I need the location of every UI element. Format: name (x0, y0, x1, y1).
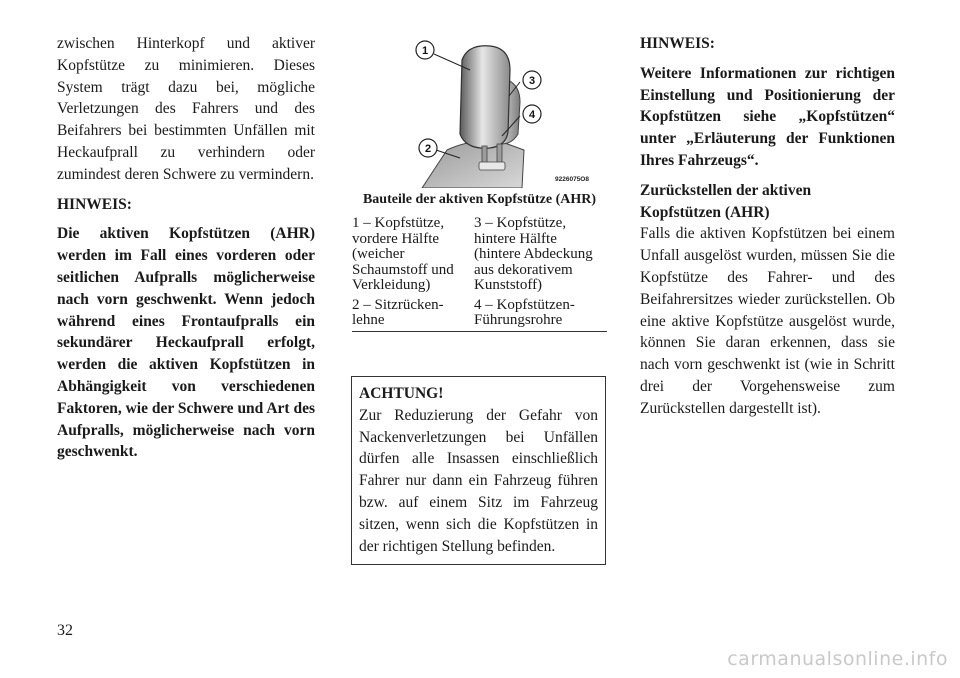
section-heading: Zurückstellen der aktiven Kopfstützen (AHR) (640, 181, 812, 221)
note-paragraph: Die aktiven Kopfstützen (AHR) werden im Fall eines vorderen oder seitlichen Aufpralls möglicherweise nach vorn geschwenkt. Wenn jedoch während eines Frontaufpralls ein sekundärer Heckaufprall erfolgt, werden die aktiven Kopfstützen in Abhängigkeit von verschiedenen Faktoren, wie der Schwere und Art des Aufpralls, möglicherweise nach vorn geschwenkt. (57, 225, 315, 461)
headrest-illustration (352, 38, 607, 188)
right-column (640, 33, 895, 420)
legend-item-3: 3 – Kopfstütze, hintere Hälfte (hintere Abdeckung aus dekorativem Kunststoff) (474, 215, 593, 293)
page-number: 32 (57, 622, 73, 639)
figure-legend (352, 216, 607, 332)
warning-box (351, 376, 606, 565)
right-note-heading: HINWEIS: (640, 35, 715, 52)
section-paragraph: Falls die aktiven Kopfstützen bei einem Unfall ausgelöst wurden, müssen Sie die Kopfstütze des Fahrer- und des Beifahrersitzes wieder zurückstellen. Ob eine aktive Kopfstütze ausgelöst wurde, können Sie daran erkennen, dass sie nach vorn geschwenkt ist (wie in Schritt drei der Vorgehensweise zum Zurückstellen dargestellt ist). (640, 225, 895, 417)
figure-code: 9226075O8 (555, 176, 589, 183)
legend-item-4: 4 – Kopfstützen-Führungsrohre (474, 298, 607, 332)
headrest-figure (352, 38, 607, 188)
warning-heading: ACHTUNG! (359, 385, 444, 402)
callout-2-label: 2 (424, 143, 432, 155)
left-column (57, 33, 315, 463)
middle-column (352, 38, 607, 332)
callout-1-label: 1 (421, 45, 429, 57)
figure-caption: Bauteile der aktiven Kopfstütze (AHR) (362, 192, 597, 207)
note-heading: HINWEIS: (57, 195, 132, 213)
legend-item-1: 1 – Kopfstütze, vordere Hälfte (weicher Schaumstoff und Verkleidung) (352, 215, 454, 293)
watermark: carmanualsonline.info (727, 648, 948, 670)
legend-item-2: 2 – Sitzrücken-lehne (352, 298, 474, 332)
callout-4-label: 4 (528, 109, 536, 121)
intro-paragraph: zwischen Hinterkopf und aktiver Kopfstütze zu minimieren. Dieses System trägt dazu bei, mögliche Verletzungen des Fahrers und des Beifahrers bei bestimmten Unfällen mit Heckaufprall zu verhindern oder zumindest deren Schwere zu vermindern. (57, 35, 315, 183)
callout-3-label: 3 (528, 75, 536, 87)
warning-text: Zur Reduzierung der Gefahr von Nackenverletzungen bei Unfällen dürfen alle Insassen einschließlich Fahrer nur dann ein Fahrzeug führen bzw. auf einem Sitz im Fahrzeug sitzen, wenn sich die Kopfstützen in der richtigen Stellung befinden. (359, 406, 598, 555)
right-note-paragraph: Weitere Informationen zur richtigen Einstellung und Positionierung der Kopfstützen siehe „Kopfstützen“ unter „Erläuterung der Funktionen Ihres Fahrzeugs“. (640, 64, 895, 169)
